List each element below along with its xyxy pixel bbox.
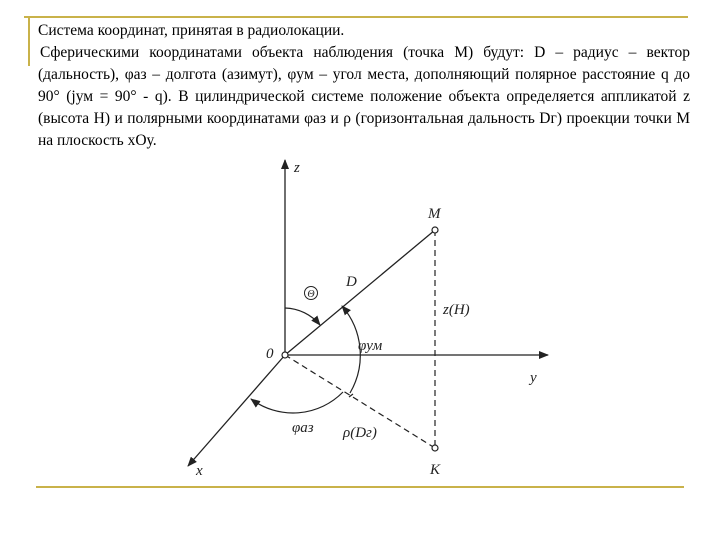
- theta-arc: [285, 308, 320, 325]
- elevation-label: φум: [358, 338, 383, 354]
- origin-label: 0: [266, 346, 274, 362]
- point-k: [432, 445, 438, 451]
- origin-point: [282, 352, 288, 358]
- azimuth-label: φаз: [292, 420, 314, 436]
- radius-label: D: [346, 274, 357, 290]
- heading: Система координат, принятая в радиолокации.: [38, 22, 345, 39]
- z-axis-label: z: [294, 160, 300, 176]
- point-m: [432, 227, 438, 233]
- point-m-label: M: [428, 206, 441, 222]
- height-label: z(H): [443, 302, 470, 318]
- x-axis: [188, 355, 285, 466]
- x-axis-label: x: [196, 463, 203, 479]
- point-k-label: K: [430, 462, 441, 478]
- theta-label: Θ: [307, 289, 315, 300]
- azimuth-arc: [251, 392, 343, 413]
- y-axis-label: y: [530, 370, 537, 386]
- horizontal-range-label: ρ(Dг): [343, 425, 377, 441]
- description-paragraph: Сферическими координатами объекта наблюдения (точка М) будут: D – радиус – вектор (дальность), φаз – долгота (азимут), φум – угол места, дополняющий полярное расстояние q до 90° (jум = 90° - q). В цилиндрической системе положение объекта определяется аппликатой z (высота H) и полярными координатами φаз и ρ (горизонтальная дальность Dг) проекции точки М на плоскость xОу.: [38, 44, 690, 149]
